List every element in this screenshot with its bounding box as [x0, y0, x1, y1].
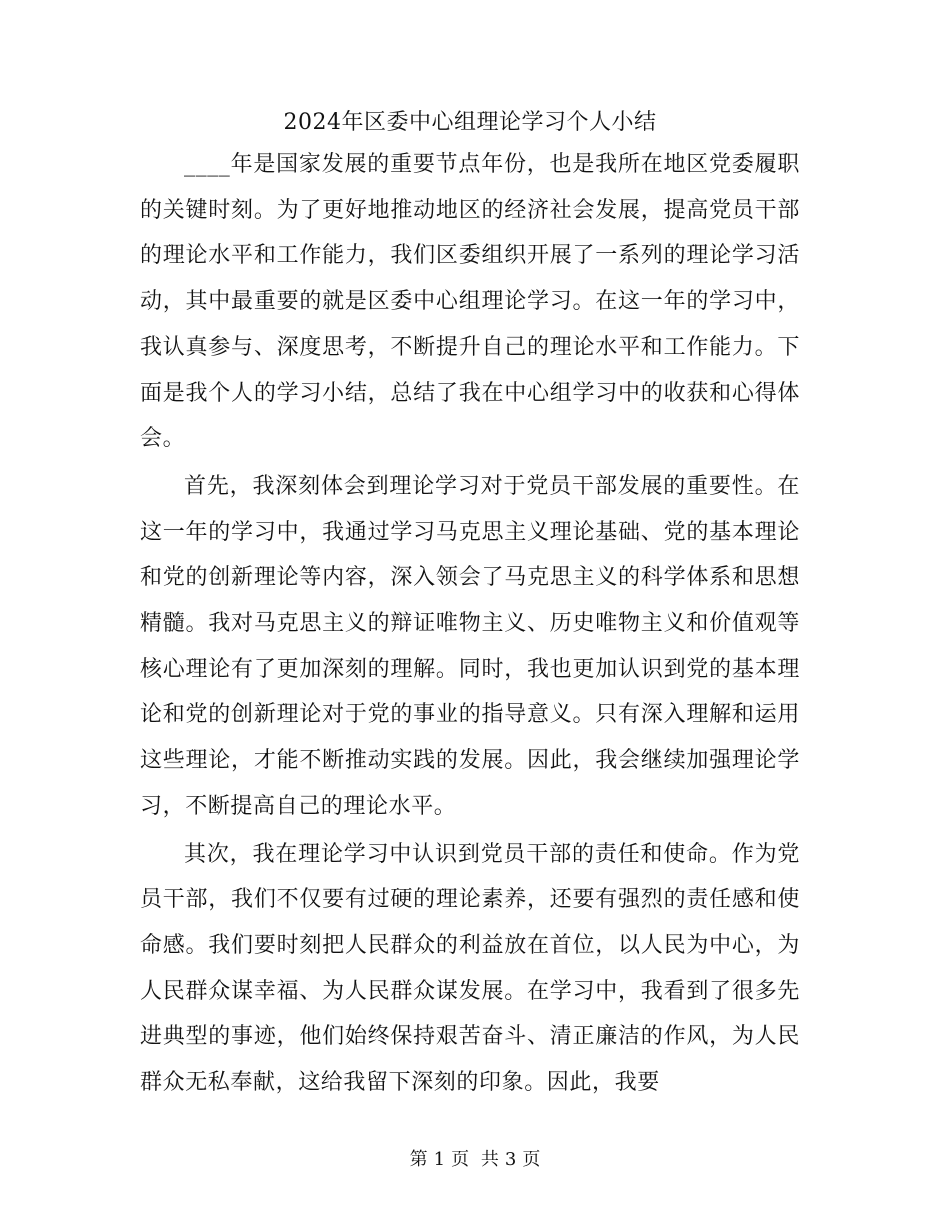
total-page-number: 3 — [504, 1149, 517, 1170]
paragraph-first: 首先，我深刻体会到理论学习对于党员干部发展的重要性。在这一年的学习中，我通过学习马克思主义理论基础、党的基本理论和党的创新理论等内容，深入领会了马克思主义的科学体系和思想精髓。我对马克思主义的辩证唯物主义、历史唯物主义和价值观等核心理论有了更加深刻的理解。同时，我也更加认识到党的基本理论和党的创新理论对于党的事业的指导意义。只有深入理解和运用这些理论，才能不断推动实践的发展。因此，我会继续加强理论学习，不断提高自己的理论水平。 — [140, 473, 800, 819]
paragraph-intro: ____年是国家发展的重要节点年份，也是我所在地区党委履职的关键时刻。为了更好地推动地区的经济社会发展，提高党员干部的理论水平和工作能力，我们区委组织开展了一系列的理论学习活动，其中最重要的就是区委中心组理论学习。在这一年的学习中，我认真参与、深度思考，不断提升自己的理论水平和工作能力。下面是我个人的学习小结，总结了我在中心组学习中的收获和心得体会。 — [140, 152, 800, 452]
document-body — [140, 142, 800, 1108]
page-label-suffix: 页 — [522, 1149, 541, 1170]
page-label-mid: 页 共 — [451, 1149, 499, 1170]
document-title: 2024年区委中心组理论学习个人小结 — [283, 110, 657, 135]
paragraph-second: 其次，我在理论学习中认识到党员干部的责任和使命。作为党员干部，我们不仅要有过硬的理论素养，还要有强烈的责任感和使命感。我们要时刻把人民群众的利益放在首位，以人民为中心，为人民群众谋幸福、为人民群众谋发展。在学习中，我看到了很多先进典型的事迹，他们始终保持艰苦奋斗、清正廉洁的作风，为人民群众无私奉献，这给我留下深刻的印象。因此，我要 — [140, 841, 800, 1096]
current-page-number: 1 — [433, 1149, 446, 1170]
page-label-prefix: 第 — [409, 1149, 428, 1170]
page-number-footer — [0, 1148, 950, 1172]
